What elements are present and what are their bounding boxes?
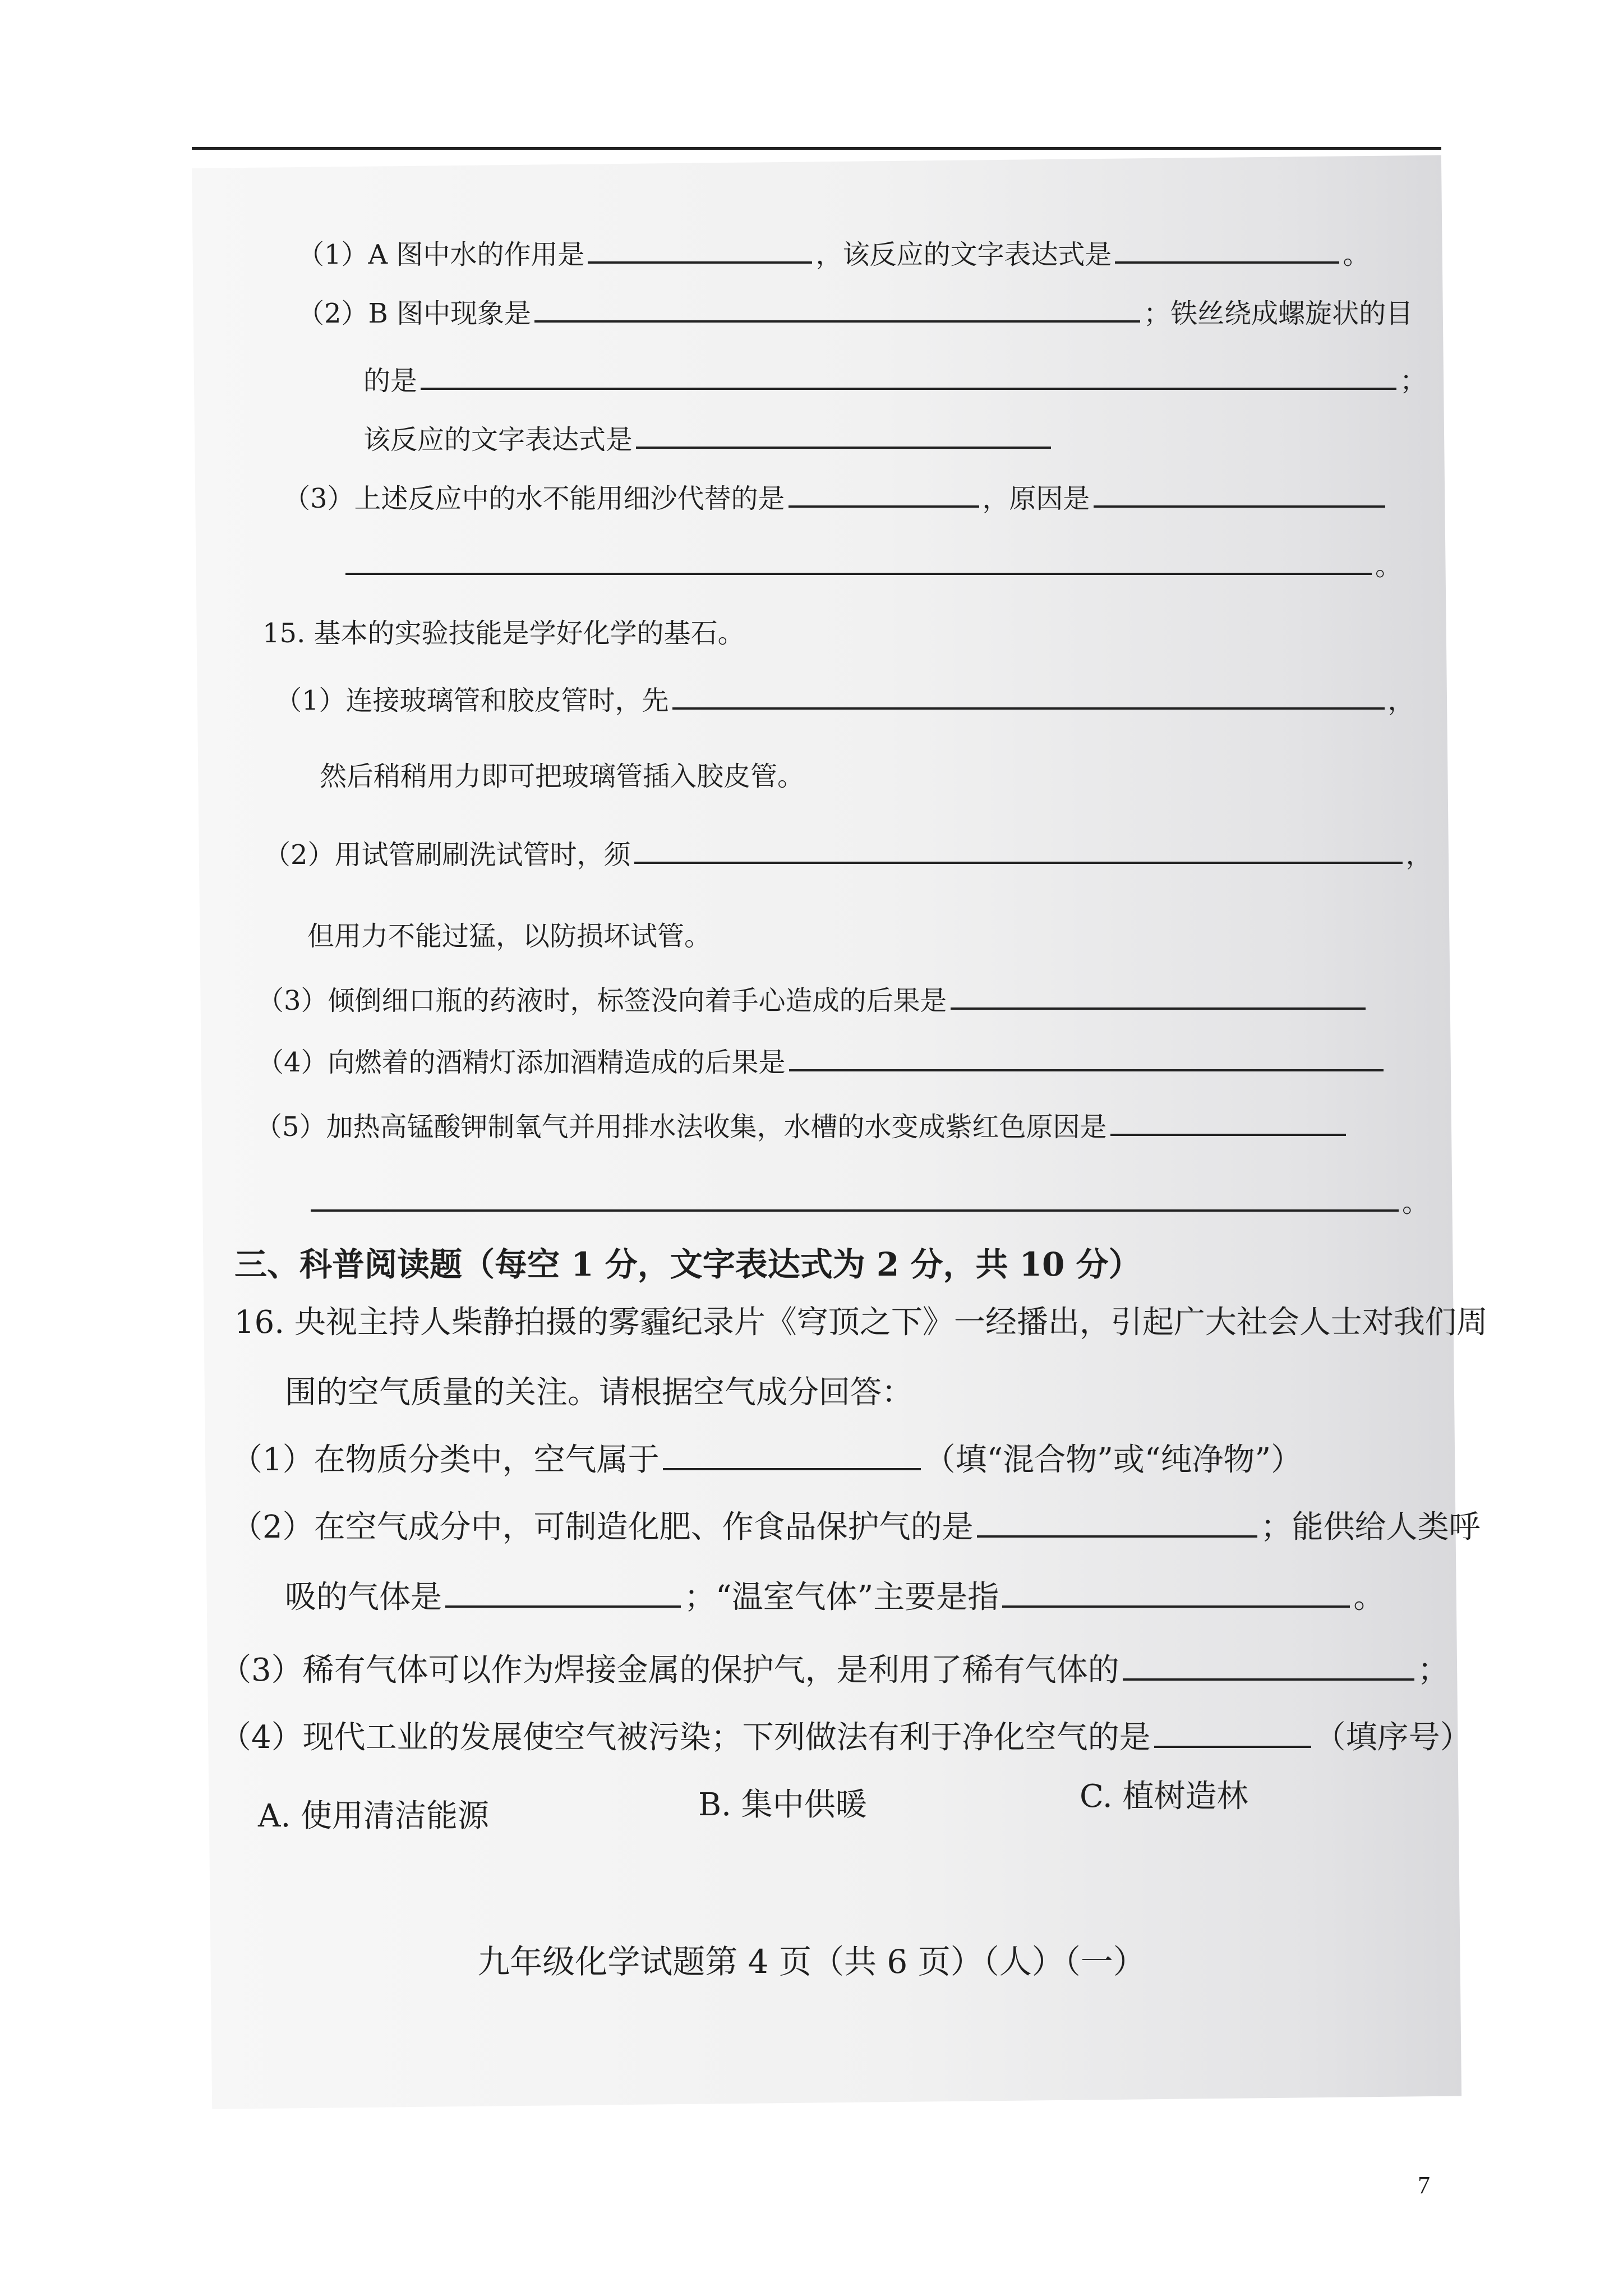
answer-blank[interactable]: [421, 387, 1396, 390]
answer-blank[interactable]: [634, 861, 1403, 864]
answer-blank[interactable]: [636, 446, 1051, 449]
answer-blank[interactable]: [445, 1605, 681, 1608]
q14-part2: （2）B 图中现象是 ；铁丝绕成螺旋状的目: [297, 298, 1413, 329]
q16-part2: （2）在空气成分中，可制造化肥、作食品保护气的是 ；能供给人类呼: [231, 1509, 1481, 1545]
q15-part3: （3）倾倒细口瓶的药液时，标签没向着手心造成的后果是: [257, 987, 1369, 1014]
answer-blank[interactable]: [1110, 1133, 1346, 1136]
q14-part2-purpose: 的是 ；: [363, 365, 1427, 397]
q15-part1: （1）连接玻璃管和胶皮管时，先 ，: [275, 685, 1415, 716]
answer-blank[interactable]: [977, 1535, 1257, 1538]
q16-part3: （3）稀有气体可以作为焊接金属的保护气，是利用了稀有气体的 ；: [220, 1652, 1449, 1688]
q15-part5-reason: 。: [307, 1189, 1429, 1216]
q14-part3: （3）上述反应中的水不能用细沙代替的是 ，原因是: [283, 485, 1389, 512]
answer-blank[interactable]: [588, 261, 812, 264]
q15-part5: （5）加热高锰酸钾制氧气并用排水法收集，水槽的水变成紫红色原因是: [255, 1114, 1349, 1140]
q14-part2-equation: 该反应的文字表达式是: [363, 426, 1054, 453]
q16-part1: （1）在物质分类中，空气属于 （填“混合物”或“纯净物”）: [231, 1442, 1303, 1478]
section-heading: 三、科普阅读题（每空 1 分，文字表达式为 2 分，共 10 分）: [234, 1245, 1141, 1283]
answer-blank[interactable]: [1094, 505, 1385, 508]
q16-part4: （4）现代工业的发展使空气被污染；下列做法有利于净化空气的是 （填序号）: [220, 1719, 1472, 1756]
answer-blank[interactable]: [789, 1069, 1384, 1071]
q16-stem-cont: 围的空气质量的关注。请根据空气成分回答：: [285, 1374, 913, 1411]
answer-blank[interactable]: [534, 320, 1140, 323]
answer-blank[interactable]: [1115, 261, 1339, 264]
q16-part2-cont: 吸的气体是 ；“温室气体”主要是指 。: [285, 1579, 1385, 1616]
answer-blank[interactable]: [1002, 1605, 1350, 1608]
answer-blank[interactable]: [789, 505, 979, 508]
q16-option-c: C. 植树造林: [1080, 1778, 1248, 1815]
answer-blank[interactable]: [1154, 1745, 1311, 1748]
answer-blank[interactable]: [672, 707, 1385, 710]
q14-part1: （1）A 图中水的作用是 ，该反应的文字表达式是 。: [297, 239, 1370, 270]
q15-part1-cont: 然后稍稍用力即可把玻璃管插入胶皮管。: [320, 761, 805, 792]
q16-option-b: B. 集中供暖: [698, 1787, 867, 1823]
q14-part3-reason: 。: [342, 553, 1402, 579]
page-footer: 九年级化学试题第 4 页（共 6 页）（人）（一）: [477, 1943, 1146, 1981]
top-rule: [192, 147, 1441, 150]
answer-blank[interactable]: [951, 1007, 1366, 1010]
q15-part2-cont: 但用力不能过猛，以防损坏试管。: [307, 921, 712, 952]
answer-blank[interactable]: [663, 1467, 921, 1470]
q15-part2: （2）用试管刷刷洗试管时，须 ，: [264, 839, 1433, 871]
answer-blank[interactable]: [345, 572, 1372, 575]
page-number: 7: [1418, 2171, 1430, 2199]
q15-stem: 15. 基本的实验技能是学好化学的基石。: [262, 618, 745, 649]
answer-blank[interactable]: [311, 1209, 1399, 1212]
answer-blank[interactable]: [1123, 1678, 1414, 1681]
q16-stem: 16. 央视主持人柴静拍摄的雾霾纪录片《穹顶之下》一经播出，引起广大社会人士对我们周: [234, 1304, 1488, 1341]
q15-part4: （4）向燃着的酒精灯添加酒精造成的后果是: [257, 1049, 1387, 1076]
q16-option-a: A. 使用清洁能源: [258, 1798, 490, 1834]
